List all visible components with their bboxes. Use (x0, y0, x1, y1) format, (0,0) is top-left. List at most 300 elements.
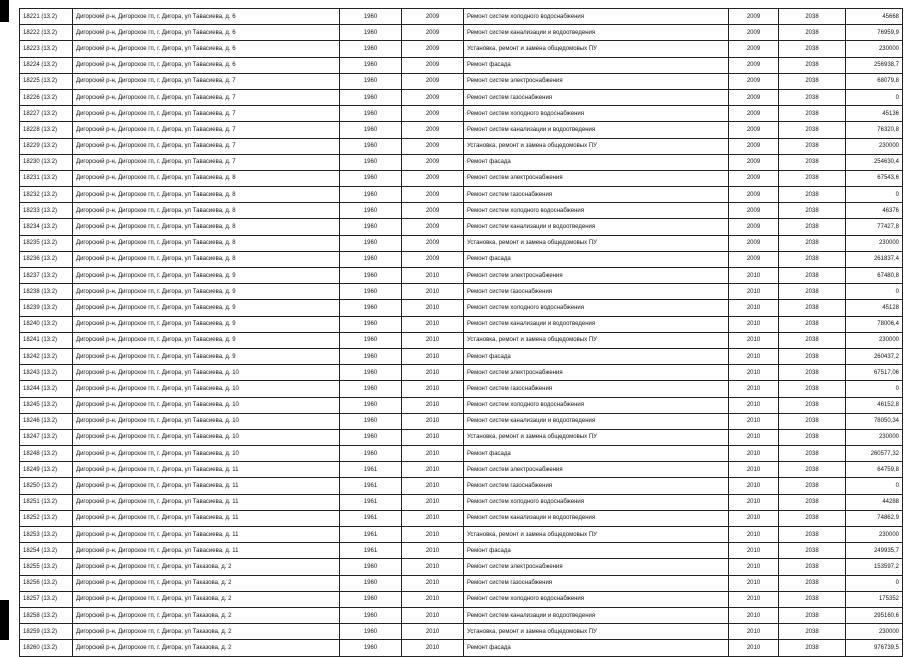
address-cell: Дигорский р-н, Дигорское гп, г. Дигора, ул Тавасиева, д. 10 (73, 429, 340, 445)
year-cell: 2010 (402, 446, 464, 462)
table-row (20, 73, 903, 89)
address-cell: Дигорский р-н, Дигорское гп, г. Дигора, ул Тавасиева, д. 11 (73, 494, 340, 510)
address-cell: Дигорский р-н, Дигорское гп, г. Дигора, ул Тавасиева, д. 8 (73, 170, 340, 186)
address-cell: Дигорский р-н, Дигорское гп, г. Дигора, ул Таказова, д. 2 (73, 624, 340, 640)
address-cell: Дигорский р-н, Дигорское гп, г. Дигора, ул Тавасиева, д. 9 (73, 332, 340, 348)
work-type-cell: Ремонт фасада (464, 154, 729, 170)
work-type-cell: Ремонт систем газоснабжения (464, 89, 729, 105)
plan-start-year-cell: 2010 (729, 494, 779, 510)
row-id-cell: 18260 (13.2) (20, 640, 73, 656)
table-row (20, 543, 903, 559)
cost-cell: 0 (846, 187, 903, 203)
table-row (20, 203, 903, 219)
build-year-cell: 1961 (340, 527, 402, 543)
work-type-cell: Ремонт систем электроснабжения (464, 365, 729, 381)
row-id-cell: 18241 (13.2) (20, 332, 73, 348)
cost-cell: 230000 (846, 332, 903, 348)
table-row (20, 332, 903, 348)
plan-start-year-cell: 2010 (729, 316, 779, 332)
year-cell: 2009 (402, 170, 464, 186)
address-cell: Дигорский р-н, Дигорское гп, г. Дигора, ул Тавасиева, д. 9 (73, 284, 340, 300)
build-year-cell: 1960 (340, 268, 402, 284)
address-cell: Дигорский р-н, Дигорское гп, г. Дигора, ул Таказова, д. 2 (73, 607, 340, 623)
plan-start-year-cell: 2009 (729, 9, 779, 25)
address-cell: Дигорский р-н, Дигорское гп, г. Дигора, ул Таказова, д. 2 (73, 559, 340, 575)
plan-end-year-cell: 2038 (779, 89, 846, 105)
table-row (20, 235, 903, 251)
build-year-cell: 1961 (340, 494, 402, 510)
build-year-cell: 1961 (340, 478, 402, 494)
build-year-cell: 1960 (340, 41, 402, 57)
cost-cell: 76320,8 (846, 122, 903, 138)
row-id-cell: 18229 (13.2) (20, 138, 73, 154)
year-cell: 2009 (402, 9, 464, 25)
row-id-cell: 18257 (13.2) (20, 591, 73, 607)
address-cell: Дигорский р-н, Дигорское гп, г. Дигора, ул Тавасиева, д. 8 (73, 203, 340, 219)
address-cell: Дигорский р-н, Дигорское гп, г. Дигора, ул Тавасиева, д. 6 (73, 41, 340, 57)
year-cell: 2010 (402, 316, 464, 332)
year-cell: 2010 (402, 494, 464, 510)
address-cell: Дигорский р-н, Дигорское гп, г. Дигора, ул Тавасиева, д. 8 (73, 219, 340, 235)
plan-end-year-cell: 2038 (779, 219, 846, 235)
year-cell: 2009 (402, 251, 464, 267)
plan-end-year-cell: 2038 (779, 543, 846, 559)
cost-cell: 67543,6 (846, 170, 903, 186)
plan-end-year-cell: 2038 (779, 122, 846, 138)
build-year-cell: 1960 (340, 300, 402, 316)
plan-end-year-cell: 2038 (779, 235, 846, 251)
plan-start-year-cell: 2010 (729, 268, 779, 284)
year-cell: 2009 (402, 187, 464, 203)
table-row (20, 510, 903, 526)
plan-end-year-cell: 2038 (779, 73, 846, 89)
row-id-cell: 18235 (13.2) (20, 235, 73, 251)
address-cell: Дигорский р-н, Дигорское гп, г. Дигора, ул Тавасиева, д. 10 (73, 381, 340, 397)
table-row (20, 494, 903, 510)
row-id-cell: 18258 (13.2) (20, 607, 73, 623)
address-cell: Дигорский р-н, Дигорское гп, г. Дигора, ул Тавасиева, д. 10 (73, 397, 340, 413)
build-year-cell: 1961 (340, 543, 402, 559)
build-year-cell: 1960 (340, 413, 402, 429)
plan-end-year-cell: 2038 (779, 284, 846, 300)
plan-end-year-cell: 2038 (779, 41, 846, 57)
build-year-cell: 1960 (340, 559, 402, 575)
work-type-cell: Ремонт систем электроснабжения (464, 170, 729, 186)
plan-start-year-cell: 2010 (729, 413, 779, 429)
build-year-cell: 1960 (340, 57, 402, 73)
year-cell: 2010 (402, 268, 464, 284)
build-year-cell: 1960 (340, 219, 402, 235)
build-year-cell: 1960 (340, 446, 402, 462)
address-cell: Дигорский р-н, Дигорское гп, г. Дигора, ул Тавасиева, д. 8 (73, 187, 340, 203)
address-cell: Дигорский р-н, Дигорское гп, г. Дигора, ул Таказова, д. 2 (73, 575, 340, 591)
row-id-cell: 18224 (13.2) (20, 57, 73, 73)
cost-cell: 295160,6 (846, 607, 903, 623)
address-cell: Дигорский р-н, Дигорское гп, г. Дигора, ул Тавасиева, д. 7 (73, 122, 340, 138)
work-type-cell: Ремонт систем газоснабжения (464, 575, 729, 591)
plan-start-year-cell: 2009 (729, 154, 779, 170)
cost-cell: 0 (846, 478, 903, 494)
address-cell: Дигорский р-н, Дигорское гп, г. Дигора, ул Тавасиева, д. 11 (73, 527, 340, 543)
build-year-cell: 1960 (340, 607, 402, 623)
year-cell: 2009 (402, 138, 464, 154)
work-type-cell: Ремонт систем холодного водоснабжения (464, 591, 729, 607)
address-cell: Дигорский р-н, Дигорское гп, г. Дигора, ул Тавасиева, д. 6 (73, 9, 340, 25)
plan-start-year-cell: 2010 (729, 591, 779, 607)
row-id-cell: 18239 (13.2) (20, 300, 73, 316)
scan-edge-gap (0, 22, 9, 600)
address-cell: Дигорский р-н, Дигорское гп, г. Дигора, ул Тавасиева, д. 10 (73, 365, 340, 381)
cost-cell: 0 (846, 89, 903, 105)
build-year-cell: 1960 (340, 591, 402, 607)
row-id-cell: 18243 (13.2) (20, 365, 73, 381)
work-type-cell: Ремонт систем электроснабжения (464, 462, 729, 478)
row-id-cell: 18247 (13.2) (20, 429, 73, 445)
cost-cell: 0 (846, 284, 903, 300)
plan-start-year-cell: 2010 (729, 559, 779, 575)
table-row (20, 170, 903, 186)
plan-start-year-cell: 2010 (729, 640, 779, 656)
work-type-cell: Установка, ремонт и замена общедомовых ПУ (464, 624, 729, 640)
row-id-cell: 18259 (13.2) (20, 624, 73, 640)
row-id-cell: 18223 (13.2) (20, 41, 73, 57)
build-year-cell: 1960 (340, 316, 402, 332)
plan-end-year-cell: 2038 (779, 397, 846, 413)
plan-end-year-cell: 2038 (779, 365, 846, 381)
year-cell: 2009 (402, 122, 464, 138)
cost-cell: 0 (846, 381, 903, 397)
table-row (20, 640, 903, 656)
year-cell: 2010 (402, 397, 464, 413)
build-year-cell: 1960 (340, 9, 402, 25)
plan-start-year-cell: 2009 (729, 89, 779, 105)
year-cell: 2010 (402, 300, 464, 316)
plan-start-year-cell: 2009 (729, 235, 779, 251)
cost-cell: 230000 (846, 527, 903, 543)
work-type-cell: Ремонт систем газоснабжения (464, 381, 729, 397)
work-type-cell: Ремонт систем газоснабжения (464, 187, 729, 203)
work-type-cell: Ремонт систем канализации и водоотведения (464, 510, 729, 526)
work-type-cell: Ремонт систем холодного водоснабжения (464, 9, 729, 25)
build-year-cell: 1960 (340, 640, 402, 656)
work-type-cell: Ремонт фасада (464, 543, 729, 559)
work-type-cell: Ремонт систем газоснабжения (464, 284, 729, 300)
year-cell: 2010 (402, 607, 464, 623)
plan-start-year-cell: 2010 (729, 607, 779, 623)
plan-end-year-cell: 2038 (779, 478, 846, 494)
cost-cell: 78006,4 (846, 316, 903, 332)
plan-end-year-cell: 2038 (779, 640, 846, 656)
work-type-cell: Установка, ремонт и замена общедомовых ПУ (464, 332, 729, 348)
table-row (20, 527, 903, 543)
plan-start-year-cell: 2010 (729, 429, 779, 445)
row-id-cell: 18242 (13.2) (20, 348, 73, 364)
row-id-cell: 18245 (13.2) (20, 397, 73, 413)
build-year-cell: 1960 (340, 348, 402, 364)
table-row (20, 397, 903, 413)
table-row (20, 284, 903, 300)
row-id-cell: 18231 (13.2) (20, 170, 73, 186)
row-id-cell: 18222 (13.2) (20, 25, 73, 41)
table-row (20, 9, 903, 25)
cost-cell: 249935,7 (846, 543, 903, 559)
work-type-cell: Ремонт систем холодного водоснабжения (464, 494, 729, 510)
table-row (20, 462, 903, 478)
year-cell: 2010 (402, 284, 464, 300)
plan-start-year-cell: 2009 (729, 219, 779, 235)
cost-cell: 77427,8 (846, 219, 903, 235)
table-row (20, 429, 903, 445)
year-cell: 2010 (402, 332, 464, 348)
plan-end-year-cell: 2038 (779, 9, 846, 25)
table-row (20, 219, 903, 235)
row-id-cell: 18230 (13.2) (20, 154, 73, 170)
build-year-cell: 1960 (340, 397, 402, 413)
year-cell: 2010 (402, 624, 464, 640)
work-type-cell: Ремонт систем холодного водоснабжения (464, 203, 729, 219)
row-id-cell: 18256 (13.2) (20, 575, 73, 591)
plan-start-year-cell: 2010 (729, 381, 779, 397)
table-row (20, 122, 903, 138)
plan-start-year-cell: 2010 (729, 543, 779, 559)
table-row (20, 591, 903, 607)
work-type-cell: Ремонт систем канализации и водоотведения (464, 25, 729, 41)
cost-cell: 68079,8 (846, 73, 903, 89)
table-row (20, 381, 903, 397)
plan-end-year-cell: 2038 (779, 607, 846, 623)
cost-cell: 260437,2 (846, 348, 903, 364)
table-row (20, 106, 903, 122)
plan-end-year-cell: 2038 (779, 138, 846, 154)
row-id-cell: 18228 (13.2) (20, 122, 73, 138)
build-year-cell: 1960 (340, 89, 402, 105)
cost-cell: 256938,7 (846, 57, 903, 73)
build-year-cell: 1961 (340, 510, 402, 526)
year-cell: 2009 (402, 25, 464, 41)
plan-end-year-cell: 2038 (779, 203, 846, 219)
row-id-cell: 18254 (13.2) (20, 543, 73, 559)
work-type-cell: Ремонт фасада (464, 348, 729, 364)
year-cell: 2009 (402, 106, 464, 122)
address-cell: Дигорский р-н, Дигорское гп, г. Дигора, ул Тавасиева, д. 10 (73, 413, 340, 429)
table-row (20, 300, 903, 316)
plan-end-year-cell: 2038 (779, 251, 846, 267)
row-id-cell: 18255 (13.2) (20, 559, 73, 575)
cost-cell: 261837,4 (846, 251, 903, 267)
plan-end-year-cell: 2038 (779, 170, 846, 186)
row-id-cell: 18248 (13.2) (20, 446, 73, 462)
table-body (20, 9, 903, 657)
cost-cell: 74862,9 (846, 510, 903, 526)
plan-start-year-cell: 2009 (729, 57, 779, 73)
build-year-cell: 1960 (340, 25, 402, 41)
plan-start-year-cell: 2010 (729, 365, 779, 381)
year-cell: 2009 (402, 203, 464, 219)
cost-cell: 45136 (846, 106, 903, 122)
address-cell: Дигорский р-н, Дигорское гп, г. Дигора, ул Тавасиева, д. 7 (73, 106, 340, 122)
table-row (20, 187, 903, 203)
plan-start-year-cell: 2009 (729, 73, 779, 89)
year-cell: 2010 (402, 462, 464, 478)
work-type-cell: Ремонт систем холодного водоснабжения (464, 106, 729, 122)
cost-cell: 230000 (846, 235, 903, 251)
plan-end-year-cell: 2038 (779, 429, 846, 445)
work-type-cell: Ремонт фасада (464, 251, 729, 267)
address-cell: Дигорский р-н, Дигорское гп, г. Дигора, ул Тавасиева, д. 10 (73, 446, 340, 462)
cost-cell: 153597,2 (846, 559, 903, 575)
plan-start-year-cell: 2009 (729, 187, 779, 203)
plan-start-year-cell: 2009 (729, 25, 779, 41)
address-cell: Дигорский р-н, Дигорское гп, г. Дигора, ул Тавасиева, д. 11 (73, 510, 340, 526)
plan-end-year-cell: 2038 (779, 25, 846, 41)
cost-cell: 44288 (846, 494, 903, 510)
plan-start-year-cell: 2010 (729, 300, 779, 316)
plan-end-year-cell: 2038 (779, 591, 846, 607)
work-type-cell: Ремонт систем холодного водоснабжения (464, 300, 729, 316)
plan-start-year-cell: 2010 (729, 527, 779, 543)
plan-start-year-cell: 2009 (729, 41, 779, 57)
plan-end-year-cell: 2038 (779, 187, 846, 203)
table-row (20, 559, 903, 575)
work-type-cell: Установка, ремонт и замена общедомовых ПУ (464, 138, 729, 154)
plan-start-year-cell: 2010 (729, 284, 779, 300)
build-year-cell: 1960 (340, 624, 402, 640)
plan-end-year-cell: 2038 (779, 106, 846, 122)
work-type-cell: Ремонт систем канализации и водоотведения (464, 316, 729, 332)
row-id-cell: 18253 (13.2) (20, 527, 73, 543)
row-id-cell: 18249 (13.2) (20, 462, 73, 478)
build-year-cell: 1960 (340, 138, 402, 154)
table-row (20, 154, 903, 170)
row-id-cell: 18233 (13.2) (20, 203, 73, 219)
build-year-cell: 1960 (340, 106, 402, 122)
build-year-cell: 1960 (340, 122, 402, 138)
address-cell: Дигорский р-н, Дигорское гп, г. Дигора, ул Тавасиева, д. 9 (73, 300, 340, 316)
address-cell: Дигорский р-н, Дигорское гп, г. Дигора, ул Таказова, д. 2 (73, 591, 340, 607)
plan-start-year-cell: 2010 (729, 575, 779, 591)
address-cell: Дигорский р-н, Дигорское гп, г. Дигора, ул Тавасиева, д. 7 (73, 89, 340, 105)
build-year-cell: 1960 (340, 381, 402, 397)
year-cell: 2010 (402, 429, 464, 445)
address-cell: Дигорский р-н, Дигорское гп, г. Дигора, ул Тавасиева, д. 6 (73, 57, 340, 73)
plan-start-year-cell: 2010 (729, 624, 779, 640)
address-cell: Дигорский р-н, Дигорское гп, г. Дигора, ул Тавасиева, д. 7 (73, 154, 340, 170)
table-row (20, 607, 903, 623)
cost-cell: 45128 (846, 300, 903, 316)
table-row (20, 575, 903, 591)
year-cell: 2009 (402, 154, 464, 170)
year-cell: 2009 (402, 73, 464, 89)
plan-start-year-cell: 2010 (729, 397, 779, 413)
build-year-cell: 1960 (340, 170, 402, 186)
row-id-cell: 18244 (13.2) (20, 381, 73, 397)
year-cell: 2010 (402, 348, 464, 364)
plan-start-year-cell: 2010 (729, 510, 779, 526)
year-cell: 2009 (402, 89, 464, 105)
table-row (20, 624, 903, 640)
plan-start-year-cell: 2009 (729, 122, 779, 138)
plan-start-year-cell: 2009 (729, 170, 779, 186)
cost-cell: 260577,32 (846, 446, 903, 462)
year-cell: 2010 (402, 381, 464, 397)
year-cell: 2010 (402, 591, 464, 607)
plan-end-year-cell: 2038 (779, 462, 846, 478)
year-cell: 2009 (402, 57, 464, 73)
plan-start-year-cell: 2010 (729, 462, 779, 478)
build-year-cell: 1960 (340, 187, 402, 203)
cost-cell: 230000 (846, 138, 903, 154)
work-type-cell: Ремонт фасада (464, 640, 729, 656)
year-cell: 2010 (402, 543, 464, 559)
table-row (20, 365, 903, 381)
row-id-cell: 18221 (13.2) (20, 9, 73, 25)
cost-cell: 230000 (846, 624, 903, 640)
work-type-cell: Установка, ремонт и замена общедомовых ПУ (464, 527, 729, 543)
cost-cell: 230000 (846, 429, 903, 445)
build-year-cell: 1960 (340, 284, 402, 300)
table-row (20, 316, 903, 332)
build-year-cell: 1960 (340, 73, 402, 89)
plan-end-year-cell: 2038 (779, 348, 846, 364)
cost-cell: 64759,8 (846, 462, 903, 478)
work-type-cell: Установка, ремонт и замена общедомовых ПУ (464, 235, 729, 251)
table-row (20, 41, 903, 57)
build-year-cell: 1960 (340, 332, 402, 348)
plan-end-year-cell: 2038 (779, 527, 846, 543)
cost-cell: 46376 (846, 203, 903, 219)
build-year-cell: 1960 (340, 365, 402, 381)
address-cell: Дигорский р-н, Дигорское гп, г. Дигора, ул Тавасиева, д. 9 (73, 268, 340, 284)
work-type-cell: Установка, ремонт и замена общедомовых ПУ (464, 41, 729, 57)
address-cell: Дигорский р-н, Дигорское гп, г. Дигора, ул Тавасиева, д. 11 (73, 543, 340, 559)
cost-cell: 230000 (846, 41, 903, 57)
cost-cell: 175352 (846, 591, 903, 607)
row-id-cell: 18236 (13.2) (20, 251, 73, 267)
work-type-cell: Ремонт систем канализации и водоотведения (464, 122, 729, 138)
row-id-cell: 18250 (13.2) (20, 478, 73, 494)
row-id-cell: 18226 (13.2) (20, 89, 73, 105)
capital-repair-table (19, 8, 903, 657)
build-year-cell: 1960 (340, 251, 402, 267)
cost-cell: 0 (846, 575, 903, 591)
plan-end-year-cell: 2038 (779, 332, 846, 348)
plan-end-year-cell: 2038 (779, 316, 846, 332)
table-row (20, 25, 903, 41)
address-cell: Дигорский р-н, Дигорское гп, г. Дигора, ул Тавасиева, д. 8 (73, 251, 340, 267)
table-row (20, 413, 903, 429)
year-cell: 2009 (402, 235, 464, 251)
table-row (20, 446, 903, 462)
year-cell: 2010 (402, 575, 464, 591)
plan-end-year-cell: 2038 (779, 510, 846, 526)
build-year-cell: 1960 (340, 154, 402, 170)
build-year-cell: 1960 (340, 235, 402, 251)
year-cell: 2010 (402, 527, 464, 543)
work-type-cell: Установка, ремонт и замена общедомовых ПУ (464, 429, 729, 445)
address-cell: Дигорский р-н, Дигорское гп, г. Дигора, ул Тавасиева, д. 8 (73, 235, 340, 251)
plan-end-year-cell: 2038 (779, 57, 846, 73)
plan-end-year-cell: 2038 (779, 624, 846, 640)
table-row (20, 251, 903, 267)
build-year-cell: 1960 (340, 575, 402, 591)
plan-end-year-cell: 2038 (779, 413, 846, 429)
plan-start-year-cell: 2010 (729, 332, 779, 348)
build-year-cell: 1960 (340, 203, 402, 219)
plan-start-year-cell: 2010 (729, 348, 779, 364)
plan-start-year-cell: 2009 (729, 138, 779, 154)
plan-end-year-cell: 2038 (779, 446, 846, 462)
work-type-cell: Ремонт систем электроснабжения (464, 559, 729, 575)
